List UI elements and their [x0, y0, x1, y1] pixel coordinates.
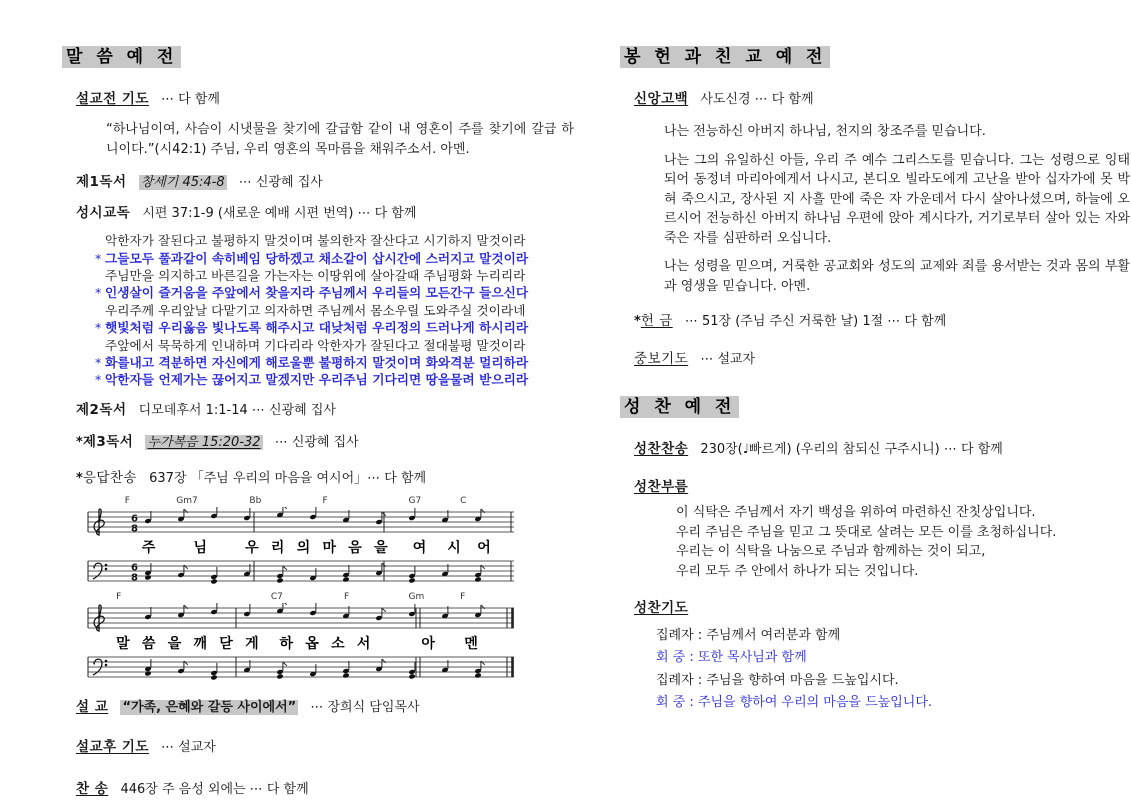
score-lyric: 서	[356, 636, 371, 653]
sermon-tail: ⋯ 장희식 담임목사	[310, 700, 420, 716]
response-hymn-label: 응답찬송	[82, 469, 137, 486]
score-system-1	[86, 496, 516, 586]
third-reading-tail: ⋯ 신광혜 집사	[274, 434, 359, 450]
score-lyric: 하	[279, 636, 294, 653]
score-lyric: 아	[421, 636, 435, 653]
confession-item	[620, 90, 1125, 110]
score-lyric: 씀	[141, 636, 156, 653]
communion-hymn-label: 성찬찬송	[634, 441, 689, 458]
post-sermon-prayer-label: 설교후 기도	[76, 739, 149, 756]
intercession-item	[620, 350, 1125, 370]
responsive-line	[96, 319, 567, 336]
treble-staff	[86, 507, 516, 537]
third-reading-item	[62, 433, 567, 453]
hymn-label: 찬 송	[76, 781, 109, 798]
score-lyric: 리	[270, 540, 285, 557]
score-lyric: 주	[141, 540, 156, 557]
hymn-text: 446장 주 음성 외에는 ⋯ 다 함께	[120, 782, 309, 798]
apostles-creed	[664, 122, 1130, 296]
chord-label: C	[460, 496, 467, 507]
psalter-item	[62, 204, 567, 224]
svg-text:6: 6	[131, 513, 138, 525]
response-hymn-item	[62, 469, 567, 489]
word-liturgy-column	[62, 46, 574, 800]
score-lyric: 마	[322, 540, 337, 557]
sermon-title: “가족, 은혜와 갈등 사이에서”	[122, 700, 297, 716]
opening-prayer-text: “하나님이여, 사슴이 시냇물을 찾기에 갈급함 같이 내 영혼이 주를 찾기에 갈급 하니이다.”(시42:1) 주님, 우리 영혼의 목마름을 채워주소서. 아멘.	[106, 122, 574, 158]
score-lyric: 게	[245, 636, 259, 653]
responsive-line	[96, 302, 567, 319]
bass-staff	[86, 556, 516, 586]
svg-text:8: 8	[131, 523, 138, 535]
dialog-line: 집례자 : 주님을 향하여 마음을 드높입시다.	[656, 672, 899, 688]
chord-label: Gm	[408, 592, 425, 603]
chord-label: C7	[270, 592, 283, 603]
responsive-reading	[96, 232, 567, 389]
score-lyric: 여	[412, 540, 427, 557]
score-lyric: 의	[296, 540, 311, 557]
line-text: 악한자들 언제가는 끊어지고 말겠지만 우리주님 기다리면 땅을물려 받으리라	[105, 372, 529, 388]
third-reading-star: *	[76, 434, 83, 450]
invitation-line: 우리 주님은 주님을 믿고 그 뜻대로 살려는 모든 이를 초청하십니다.	[676, 524, 1057, 540]
line-text: 인생살이 즐거움을 주앞에서 찾을지라 주님께서 우리들의 모든간구 들으신다	[105, 285, 529, 301]
responsive-line	[96, 284, 567, 301]
responsive-line	[96, 337, 567, 354]
chord-label: F	[116, 592, 122, 603]
psalter-label: 성시교독	[76, 205, 131, 222]
score-lyric: 옵	[305, 636, 319, 653]
score-lyric: 음	[348, 540, 362, 557]
intercession-label: 중보기도	[634, 351, 689, 368]
bass-staff	[86, 652, 516, 682]
offering-item	[620, 312, 1125, 332]
hymn-score	[86, 496, 516, 682]
responsive-line	[96, 354, 567, 371]
confession-label: 신앙고백	[634, 91, 689, 108]
line-text: 그들모두 풀과같이 속히베임 당하겠고 채소같이 삽시간에 스러지고 말것이라	[105, 250, 529, 266]
responsive-line	[96, 232, 567, 249]
section-title-communion-liturgy: 성 찬 예 전	[620, 396, 739, 418]
line-text: 햇빛처럼 우리옳음 빛나도록 해주시고 대낮처럼 우리정의 드러나게 하시리라	[105, 320, 529, 336]
offering-tail: ⋯ 51장 (주님 주신 거룩한 날) 1절 ⋯ 다 함께	[684, 314, 947, 330]
communion-prayer-label: 성찬기도	[634, 600, 689, 616]
line-star: *	[95, 355, 102, 371]
section-title-offering-liturgy: 봉 헌 과 친 교 예 전	[620, 46, 830, 68]
chord-label: G7	[408, 496, 422, 507]
creed-paragraph: 나는 성령을 믿으며, 거룩한 공교회와 성도의 교제와 죄를 용서받는 것과 몸의 부활과 영생을 믿습니다. 아멘.	[664, 259, 1130, 294]
score-lyric: 시	[447, 540, 461, 557]
score-lyric: 어	[477, 540, 491, 557]
score-lyric: 우	[245, 540, 259, 557]
pre-sermon-prayer-label: 설교전 기도	[76, 91, 149, 108]
sermon-label: 설 교	[76, 699, 109, 716]
chord-label: F	[344, 592, 350, 603]
second-reading-item	[62, 401, 567, 421]
intercession-tail: ⋯ 설교자	[700, 352, 756, 368]
post-sermon-prayer-tail: ⋯ 설교자	[161, 740, 216, 756]
first-reading-reference: 창세기 45:4-8	[140, 174, 225, 190]
response-hymn-star: *	[76, 470, 83, 486]
third-reading-reference: 누가복음 15:20-32	[147, 434, 261, 450]
communion-hymn-tail: 230장(♩빠르게) (우리의 참되신 구주시니) ⋯ 다 함께	[700, 442, 1003, 458]
sermon-item	[62, 698, 567, 718]
communion-hymn-item	[620, 440, 1125, 460]
score-lyric: 깨	[193, 636, 208, 653]
invitation-line: 우리는 이 식탁을 나눔으로 주님과 함께하는 것이 되고,	[676, 544, 986, 559]
dialog-line: 회 중 : 또한 목사님과 함께	[656, 650, 807, 666]
svg-text:8: 8	[131, 572, 138, 584]
third-reading-label: 제3독서	[82, 433, 134, 450]
responsive-line	[96, 371, 567, 388]
chord-label: Bb	[249, 496, 262, 507]
line-text: 우리주께 우리앞날 다맡기고 의자하면 주님께서 몸소우릴 도와주실 것이라네	[105, 302, 526, 318]
pre-sermon-prayer-item	[62, 90, 567, 110]
chord-label: F	[322, 496, 328, 507]
score-lyric: 을	[167, 636, 182, 653]
response-hymn-text: 637장 「주님 우리의 마음을 여시어」⋯ 다 함께	[149, 470, 427, 486]
chord-label: F	[460, 592, 466, 603]
chord-row	[86, 592, 516, 603]
invitation-item	[620, 478, 1125, 498]
line-star: *	[95, 250, 102, 266]
line-star: *	[95, 320, 102, 336]
score-lyric: 멘	[464, 636, 478, 653]
invitation-lines	[676, 503, 1125, 581]
line-text: 화를내고 격분하면 자신에게 해로울뿐 불평하지 말것이며 화와격분 멀리하라	[105, 355, 529, 371]
chord-label: F	[124, 496, 130, 507]
line-star: *	[95, 285, 102, 301]
creed-paragraph: 나는 그의 유일하신 아들, 우리 주 예수 그리스도를 믿습니다. 그는 성령으로 잉태되어 동정녀 마리아에게서 나시고, 본디오 빌라도에게 고난을 받아 십자가에 못 박혀 죽으시고, 장사된 지 사흘 만에 죽은 자 가운데서 다시 살아나셨으며, 하늘에 오르시어 전능하신 아버지 하나님 우편에 앉아 계시다가, 거기로부터 살아 있는 자와 죽은 자를 심판하러 오십니다.	[664, 152, 1130, 246]
score-system-2	[86, 592, 516, 682]
lyric-row	[86, 633, 516, 652]
lyric-row	[86, 537, 516, 556]
line-text: 악한자가 잘된다고 불평하지 말것이며 불의한자 잘산다고 시기하지 말것이라	[105, 233, 526, 249]
pre-sermon-prayer-tail: ⋯ 다 함께	[161, 92, 220, 108]
offering-communion-column	[620, 46, 1130, 714]
line-star: *	[95, 372, 102, 388]
dialog-line: 회 중 : 주님을 향하여 우리의 마음을 드높입니다.	[656, 694, 933, 710]
post-sermon-prayer-item	[62, 738, 567, 758]
score-lyric: 닫	[219, 636, 233, 653]
offering-star: *	[634, 314, 641, 330]
score-lyric: 님	[193, 540, 208, 557]
dialog-line: 집례자 : 주님께서 여러분과 함께	[656, 627, 841, 643]
score-lyric: 소	[331, 636, 345, 653]
hymn-item	[62, 780, 567, 800]
offering-label: 헌 금	[640, 313, 673, 330]
creed-paragraph: 나는 전능하신 아버지 하나님, 천지의 창조주를 믿습니다.	[664, 124, 986, 140]
first-reading-tail: ⋯ 신광혜 집사	[238, 174, 323, 190]
score-lyric: 을	[374, 540, 388, 557]
first-reading-label: 제1독서	[76, 173, 127, 190]
responsive-line	[96, 250, 567, 267]
communion-prayer-item	[620, 599, 1125, 619]
treble-staff	[86, 603, 516, 633]
invitation-label: 성찬부름	[634, 479, 689, 496]
psalter-text: 시편 37:1-9 (새로운 예배 시편 번역) ⋯ 다 함께	[142, 206, 417, 222]
second-reading-label: 제2독서	[76, 401, 127, 418]
chord-label: Gm7	[176, 496, 198, 507]
line-text: 주님만을 의지하고 바른길을 가는자는 이땅위에 살아갈때 주님평화 누리리라	[105, 268, 526, 284]
confession-tail: 사도신경 ⋯ 다 함께	[700, 92, 814, 108]
communion-dialog	[656, 625, 1125, 714]
score-lyric: 말	[116, 636, 130, 653]
invitation-line: 이 식탁은 주님께서 자기 백성을 위하여 마련하신 잔칫상입니다.	[676, 505, 1036, 520]
second-reading-text: 디모데후서 1:1-14 ⋯ 신광혜 집사	[138, 402, 336, 418]
first-reading-item	[62, 173, 567, 193]
chord-row	[86, 496, 516, 507]
invitation-line: 우리 모두 주 안에서 하나가 되는 것입니다.	[676, 563, 919, 579]
section-title-word-liturgy: 말 씀 예 전	[62, 46, 181, 68]
line-text: 주앞에서 묵묵하게 인내하며 기다리라 악한자가 잘된다고 절대불평 말것이라	[105, 337, 526, 353]
svg-text:6: 6	[131, 562, 138, 574]
responsive-line	[96, 267, 567, 284]
